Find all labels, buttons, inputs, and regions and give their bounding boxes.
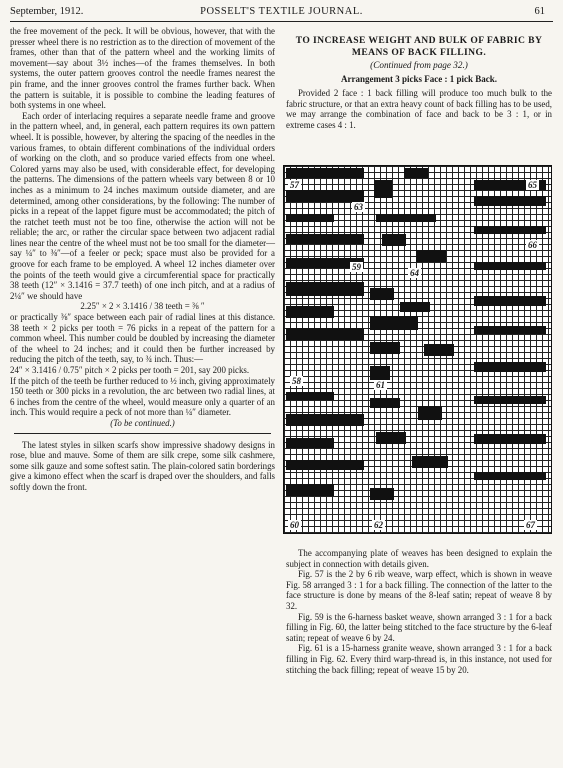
equation-2: 24″ × 3.1416 / 0.75″ pitch × 2 picks per tooth = 201, say 200 picks.: [10, 365, 250, 375]
fig-label-61: 61: [376, 380, 385, 390]
weave-block: [474, 362, 546, 372]
weave-block: [474, 396, 546, 404]
weave-block: [286, 214, 334, 222]
weave-block: [286, 484, 334, 496]
weave-block: [286, 234, 364, 244]
right-intro-paragraph: [286, 88, 552, 130]
weave-block: [474, 196, 546, 206]
fig61-paragraph: Fig. 61 is a 15-harness granite weave, shown arranged 3 : 1 for a back filling in Fig. 62. Every third warp-thread is, in this instance, not used for stitching the back filling; repeat of weave 15 by 20.: [286, 643, 552, 675]
fig-label-67: 67: [526, 520, 535, 530]
left-column: [10, 26, 275, 493]
weave-block: [474, 226, 546, 234]
weave-block: [412, 456, 448, 468]
weave-block: [376, 214, 436, 222]
fig-label-64: 64: [410, 268, 419, 278]
left-paragraph-3: or practically ⅜″ space between each pair of radial lines at this distance. 38 teeth × 2 picks per tooth = 76 picks in a repeat of the pattern for a common wheel. This number could be doubled by increasing the diameter of the wheel to 24 inches; and it could then be further increased by reducing the pitch of the teeth, say, to ¾ inch. Thus:—: [10, 312, 275, 365]
fig-label-62: 62: [374, 520, 383, 530]
fig-label-58: 58: [292, 376, 301, 386]
intro-text: Provided 2 face : 1 back filling will produce too much bulk to the fabric structure, or that an extra heavy count of back filling has to be used, we may arrange the combination of face and back to be 3 : 1, or in extreme cases 4 : 1.: [286, 88, 552, 130]
weave-block: [286, 438, 334, 448]
header-rule: [10, 21, 553, 22]
article-subtitle: (Continued from page 32.): [370, 60, 468, 70]
fig57-paragraph: Fig. 57 is the 2 by 6 rib weave, warp effect, which is shown in weave Fig. 58 arranged 3 : 1 for a back filling. The connection of the latter to the face structure is done by means of the 8-leaf satin; repeat of weave 8 by 32.: [286, 569, 552, 611]
weave-block: [400, 302, 430, 312]
weave-block: [474, 326, 546, 334]
fig-label-59: 59: [352, 262, 361, 272]
fig-label-66: 66: [528, 240, 537, 250]
left-paragraph-4: If the pitch of the teeth be further reduced to ½ inch, giving approximately 150 teeth or 300 picks in a revolution, the arc between two radial lines, at 6 inches from the centre of the wheel, would measure only a quarter of an inch. This would require a peck of not more than ¼″ diameter.: [10, 375, 275, 418]
weave-block: [286, 414, 364, 426]
weave-block: [424, 344, 454, 356]
fig59-paragraph: Fig. 59 is the 6-harness basket weave, shown arranged 3 : 1 for a back filling in Fig. 60, the latter being stitched to the face structure by the 6-leaf satin; repeat of weave 6 by 24.: [286, 611, 552, 643]
weave-block: [286, 306, 334, 318]
plate-intro-paragraph: The accompanying plate of weaves has been designed to explain the subject in connection with details given.: [286, 548, 552, 569]
weave-block: [474, 262, 546, 270]
weave-block: [374, 180, 392, 198]
weave-block: [286, 282, 364, 296]
arrangement-heading: Arrangement 3 picks Face : 1 pick Back.: [341, 74, 497, 84]
weave-block: [404, 168, 428, 178]
weave-block: [370, 488, 394, 500]
fig-label-65: 65: [528, 180, 537, 190]
left-paragraph-1: the free movement of the peck. It will be obvious, however, that with the presser wheel there is no restriction as to the direction of movement of the frames, other than that of the pattern wheel and the working limits of movement—say about 3½ inches—of the frames themselves. In both systems, the outer pattern grooves control the needle frames nearest the pin frame, and the inner grooves control the frames further back. When the pattern is suitable, it is possible to combine the leading features of both systems in one wheel.: [10, 26, 275, 111]
fig-label-57: 57: [290, 180, 299, 190]
left-paragraph-2: Each order of interlacing requires a separate needle frame and groove in the pattern wheel, and, in general, each pattern requires its own pattern wheel. It is possible, however, by altering the spacing of the needles in the various frames, to obtain different combinations of the individual orders of working on the cloth, and so produce varied effects from one wheel. Colored yarns may also be used, with considerable effect, for developing the patterns. The dimensions of the pattern wheels vary between 8 or 10 inches as a minimum to 24 inches maximum outside diameter, and are determined, among other considerations, by the following: The number of picks in a repeat of the lappet figure must be accommodated; the pitch of the ratchet teeth must not be too fine, otherwise the action will not be reliable; the arc, or rather the circular space between two adjacent radial lines near the centre of the wheel must not be too small for the diameter—say ¼″ to ⅜″—of a feeler or peck; space must also be provided for a groove for each frame to be employed. A wheel 12 inches diameter over the points of the teeth would give a circumferential space for practically 38 teeth (12″ × 3.1416 = 37.7 teeth) of one inch pitch, and at a radius of 2¼″ we should have: [10, 110, 275, 301]
weave-block: [416, 250, 446, 262]
weave-block: [370, 316, 418, 330]
weave-block: [474, 434, 546, 444]
weave-block: [370, 342, 400, 354]
weave-block: [286, 168, 364, 178]
header-journal-title: POSSELT'S TEXTILE JOURNAL.: [200, 6, 363, 17]
right-column-lower: [286, 548, 552, 675]
weave-block: [418, 406, 442, 420]
header-page-number: 61: [534, 6, 545, 17]
scarf-paragraph: The latest styles in silken scarfs show impressive shadowy designs in rose, blue and mauve. Some of them are silk crepe, some silk cashmere, some silk gauze and some softest satin. The plain-colored satin borderings give a kimono effect when the scarf is draped over the shoulders, and falls softly down the front.: [10, 439, 275, 492]
weave-block: [286, 328, 364, 340]
weave-block: [474, 472, 546, 480]
section-divider: [14, 433, 271, 434]
header-date: September, 1912.: [10, 6, 84, 17]
article-title: TO INCREASE WEIGHT AND BULK OF FABRIC BY MEANS OF BACK FILLING.: [295, 35, 543, 58]
weave-block: [370, 288, 394, 300]
page-header: [0, 6, 563, 20]
weave-plate: [283, 165, 552, 534]
weave-block: [286, 392, 334, 400]
to-be-continued: (To be continued.): [110, 417, 175, 428]
weave-block: [370, 398, 400, 408]
weave-block: [286, 460, 364, 470]
fig-label-60: 60: [290, 520, 299, 530]
weave-block: [286, 190, 364, 202]
weave-block: [474, 296, 546, 306]
weave-block: [382, 234, 406, 246]
fig-label-63: 63: [354, 202, 363, 212]
equation-1: 2.25″ × 2 × 3.1416 / 38 teeth = ⅜ ″: [80, 301, 205, 312]
weave-block: [370, 366, 390, 380]
weave-block: [376, 432, 406, 444]
